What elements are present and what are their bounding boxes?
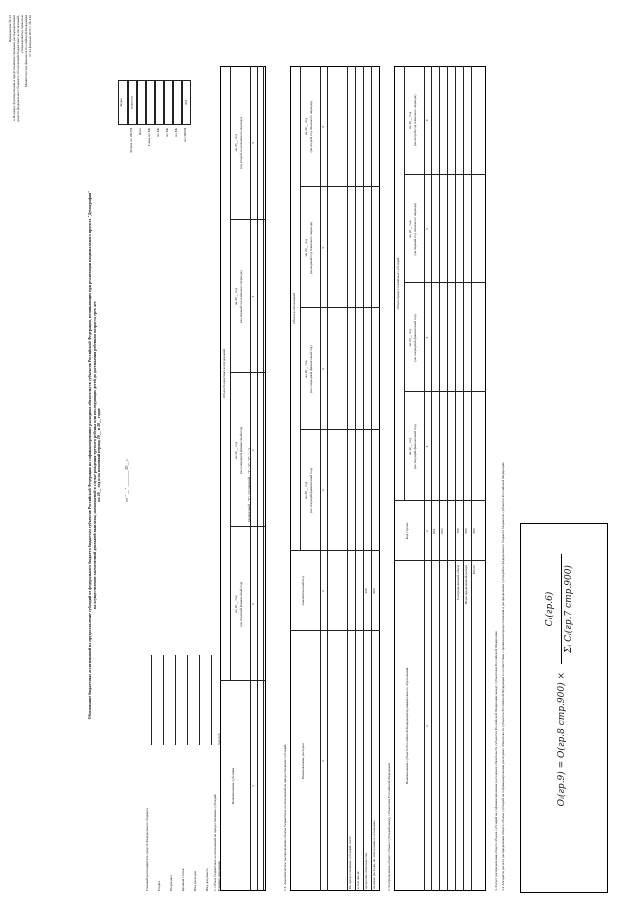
codes-row-label: по БК bbox=[174, 128, 178, 137]
col-header-code: Код строки bbox=[405, 522, 409, 540]
codes-row-cell bbox=[164, 80, 173, 125]
row-divider bbox=[263, 66, 264, 891]
group-divider bbox=[300, 66, 301, 551]
col-number: 2 bbox=[321, 590, 325, 592]
header-field-label: Вид документа bbox=[205, 868, 209, 891]
codes-row-value bbox=[156, 81, 157, 124]
total-label: Нераспределенный резерв bbox=[464, 565, 468, 605]
codes-row-label: по ОКЕИ bbox=[183, 128, 187, 143]
col-number: 1 bbox=[321, 760, 325, 762]
section2-title: 2. Распределение общего объема субсидий между субъектами Российской Федерации bbox=[387, 763, 391, 891]
formula-denominator: Σᵢ Cᵢ(гр.7 стр.900) bbox=[564, 565, 574, 653]
col-header-year: на 20__ год bbox=[408, 438, 412, 456]
col-header-year: на 20__ год bbox=[304, 239, 308, 257]
section3-subtitle: 3.1 Алгоритм расчета распределения общего объема субсидий на софинансирование расходных обязательств субъектов Российской Федерации в соответствии с правилами предоставления и распределения субсидий из федерального бюджета бюджетам субъектов Российской Федерации bbox=[501, 462, 505, 891]
row-code: 420 bbox=[364, 588, 368, 594]
row-label: На предоставление субсидий, всего bbox=[348, 835, 352, 889]
col-header-name: Наименование субсидии bbox=[231, 767, 235, 805]
col-header-period: (на текущий финансовый год) bbox=[239, 581, 243, 627]
col-header-name: Наименование субъекта Российской Федерации/муниципального образования bbox=[405, 667, 409, 785]
col-number: 4 bbox=[251, 295, 255, 298]
col-number: 5 bbox=[251, 142, 255, 144]
codes-row-cell bbox=[137, 80, 146, 125]
appendix-block bbox=[8, 15, 32, 265]
header-field-line bbox=[199, 655, 200, 745]
formula-numerator: Cᵢ(гр.6) bbox=[545, 591, 555, 627]
doc-type-hint: (первичный - "0", уточненный - "1", "2", "3", "...") bbox=[247, 448, 251, 522]
col-number: 3 bbox=[251, 449, 255, 452]
col-header-year: на 20__ год bbox=[408, 329, 412, 347]
col-header-name: Наименование расходов bbox=[301, 743, 305, 779]
header-field-line bbox=[175, 655, 176, 745]
header-field-line bbox=[211, 655, 212, 745]
group-header: Объем бюджетных ассигнований bbox=[222, 348, 226, 399]
col-number: 3 bbox=[425, 445, 429, 448]
appendix-line: средств федерального бюджета обоснований бюджетных ассигнований, bbox=[16, 15, 21, 123]
header-field-label: Главный распорядитель средств федерального бюджета bbox=[145, 807, 149, 891]
header-field-label: Подраздел bbox=[169, 875, 173, 891]
total-label: Итого bbox=[472, 565, 476, 574]
col-header-period: (на очередной финансовый год) bbox=[239, 426, 243, 475]
appendix-line: утвержденному приказом bbox=[20, 15, 25, 54]
row-divider bbox=[327, 66, 328, 891]
col-number: 4 bbox=[321, 368, 325, 370]
codes-row-cell bbox=[182, 80, 191, 125]
formula-frame bbox=[520, 523, 608, 893]
col-header-year: на 20__ год bbox=[304, 481, 308, 499]
col-header-period: (на второй год планового периода) bbox=[309, 100, 313, 153]
total-label: Распределенный объем bbox=[456, 565, 460, 600]
codes-row-value bbox=[174, 81, 175, 124]
col-number: 4 bbox=[425, 337, 429, 339]
col-header-period: (на очередной финансовый год) bbox=[413, 314, 417, 362]
header-field-line bbox=[151, 655, 152, 745]
col-header-period: (на второй год планового периода) bbox=[239, 117, 243, 169]
codes-row-cell bbox=[155, 80, 164, 125]
col-number: 1 bbox=[425, 725, 429, 727]
row-label: в том числе: bbox=[356, 870, 360, 889]
col-number: 2 bbox=[251, 603, 255, 605]
section3-title: 3. Расчет распределения общего объема субсидий на софинансирование расходных обязательств субъектов Российской Федерации между субъектами Российской Федерации bbox=[494, 631, 498, 891]
appendix-line: Приложение № 33 bbox=[8, 15, 12, 43]
row-code: 002 bbox=[440, 528, 444, 534]
col-header-period: (на очередной финансовый год) bbox=[309, 345, 313, 393]
formula-lhs: Oᵢ(гр.9) = O(гр.8 стр.900) × bbox=[557, 672, 567, 807]
header-field-line bbox=[187, 655, 188, 745]
row-code: 001 bbox=[432, 528, 436, 534]
section1-title: 1. Объем бюджетных ассигнований на предоставление субсидий bbox=[213, 794, 217, 891]
unit-value: тыс.руб bbox=[217, 733, 221, 745]
codes-row-value bbox=[165, 81, 166, 124]
codes-row-value bbox=[138, 81, 139, 124]
appendix-line: Министерства финансов Российской Федерации bbox=[24, 15, 29, 88]
title-line: Обоснование бюджетных ассигнований на предоставление субсидий из федерального бюджета бюджетам субъектов Российской Федерации на софинансирование расходных обязательств субъектов Российской Федерации, возникающих при реализации национального проекта "Демография" bbox=[87, 190, 92, 720]
col-header-year: на 20__ год bbox=[304, 118, 308, 136]
row-divider bbox=[431, 66, 432, 891]
col-header-period: (на первый год планового периода) bbox=[413, 202, 417, 256]
section11-title: 1.1. Аналитическое распределение объема бюджетных ассигнований на предоставление субсидий bbox=[283, 744, 287, 891]
row-divider bbox=[257, 66, 258, 891]
row-divider bbox=[439, 66, 440, 891]
col-header-year: на 20__ год bbox=[304, 360, 308, 378]
col-header-year: на 20__ год bbox=[234, 288, 238, 306]
codes-row-value: 0505718 bbox=[130, 96, 134, 109]
title-line: на осуществление ежемесячной денежной выплаты, назначаемой в случае рождения третьего ребенка или последующих детей до достижения ребенком возраста трех лет bbox=[91, 301, 97, 609]
codes-row-label: по БК bbox=[156, 128, 160, 137]
col-header-year: на 20__ год bbox=[408, 220, 412, 238]
codes-row-label: Глава по БК bbox=[147, 128, 151, 146]
group-header: Объем ассигнований bbox=[292, 292, 296, 325]
group-header: Объем предоставляемых субсидий bbox=[396, 257, 400, 310]
header-field-label: Единица измерения: bbox=[217, 860, 221, 891]
total-code: 800 bbox=[464, 528, 468, 534]
appendix-line: от 24 февраля 2025 г. № 14н bbox=[28, 15, 33, 57]
codes-row-label: по БК bbox=[165, 128, 169, 137]
col-header-period: (на текущий финансовый год) bbox=[309, 468, 313, 513]
codes-header: Коды bbox=[119, 98, 123, 107]
col-number: 6 bbox=[425, 119, 429, 122]
col-header-period: (на второй год планового периода) bbox=[413, 94, 417, 147]
header-field-line bbox=[163, 655, 164, 745]
col-number: 6 bbox=[321, 125, 325, 128]
codes-row-value bbox=[147, 81, 148, 124]
col-number: 5 bbox=[425, 228, 429, 230]
group-divider bbox=[404, 66, 405, 501]
fraction-bar bbox=[561, 554, 562, 664]
col-number: 1 bbox=[251, 785, 255, 787]
title-line: на 20__ год и на плановый период 20__ и 20__ годов bbox=[96, 408, 102, 502]
codes-row-label: Форма по ОКУД bbox=[129, 128, 133, 153]
codes-row-cell bbox=[173, 80, 182, 125]
group-divider bbox=[230, 66, 231, 681]
total-code: 700 bbox=[456, 528, 460, 534]
codes-row-value: 384 bbox=[184, 99, 188, 106]
header-field-label: Вид расходов bbox=[193, 870, 197, 891]
col-header-period: (на текущий финансовый год) bbox=[413, 424, 417, 469]
col-number: 2 bbox=[425, 530, 429, 532]
col-header-year: на 20__ год bbox=[408, 111, 412, 129]
row-label: на прочие обязательства bbox=[364, 852, 368, 889]
row-divider bbox=[447, 66, 448, 891]
codes-row-label: Дата bbox=[138, 128, 142, 135]
col-header-year: на 20__ год bbox=[234, 134, 238, 152]
col-header-period: (на первый год планового периода) bbox=[239, 270, 243, 323]
codes-row-cell bbox=[128, 80, 137, 125]
col-header-period: (на первый год планового периода) bbox=[309, 221, 313, 275]
col-header-year: на 20__ год bbox=[234, 595, 238, 613]
col-header-year: на 20__ год bbox=[234, 441, 238, 459]
codes-row-cell bbox=[146, 80, 155, 125]
header-field-label: Раздел bbox=[157, 881, 161, 891]
date-line: от " __ " ________ 20__ г. bbox=[124, 458, 129, 502]
row-label: на иные расходы, не отнесенные к остальным bbox=[372, 820, 376, 889]
document-title bbox=[88, 95, 102, 815]
total-code: 900 bbox=[472, 528, 476, 534]
appendix-line: к Порядку формирования и представления главными распорядителями bbox=[12, 15, 17, 121]
row-code: 900 bbox=[372, 588, 376, 594]
col-number: 3 bbox=[321, 489, 325, 492]
header-field-label: Целевая статья bbox=[181, 868, 185, 891]
col-number: 5 bbox=[321, 247, 325, 249]
col-header-code: Аналитический код bbox=[301, 576, 305, 606]
